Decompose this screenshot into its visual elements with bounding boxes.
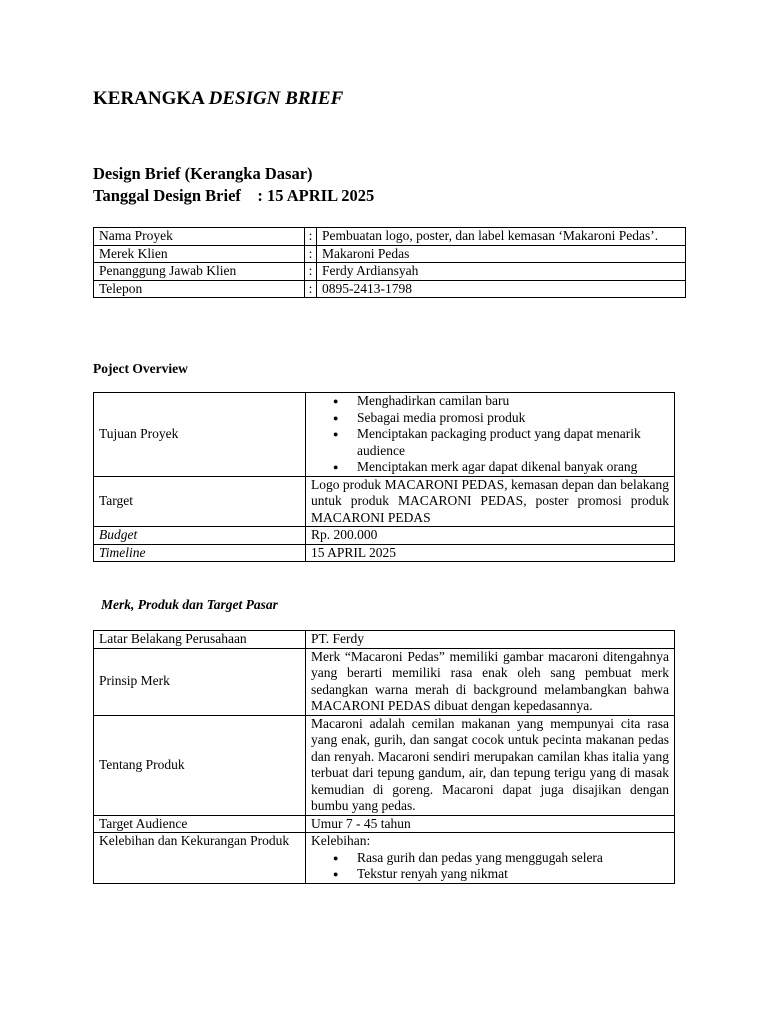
info-value: Makaroni Pedas: [317, 245, 686, 263]
kelebihan-cell: [306, 833, 675, 884]
info-value: Ferdy Ardiansyah: [317, 263, 686, 281]
table-row: [94, 393, 675, 477]
audience-label: Target Audience: [94, 815, 306, 833]
table-row: [94, 527, 675, 545]
table-row: [94, 263, 686, 281]
list-item: ● Menciptakan merk agar dapat dikenal banyak orang: [357, 459, 669, 476]
table-row: [94, 544, 675, 562]
latar-value: PT. Ferdy: [306, 631, 675, 649]
list-item: ● Menghadirkan camilan baru: [357, 393, 669, 410]
merk-heading: Merk, Produk dan Target Pasar: [101, 597, 278, 612]
audience-value: Umur 7 - 45 tahun: [306, 815, 675, 833]
prinsip-label: Prinsip Merk: [94, 648, 306, 715]
info-value: Pembuatan logo, poster, dan label kemasan ‘Makaroni Pedas’.: [317, 228, 686, 246]
document-title: [93, 88, 343, 110]
info-value: 0895-2413-1798: [317, 280, 686, 298]
info-label: Nama Proyek: [94, 228, 305, 246]
timeline-value: 15 APRIL 2025: [306, 544, 675, 562]
kelebihan-heading: Kelebihan:: [311, 833, 371, 848]
table-row: [94, 833, 675, 884]
target-value: Logo produk MACARONI PEDAS, kemasan depan dan belakang untuk produk MACARONI PEDAS, poster promosi produk MACARONI PEDAS: [306, 476, 675, 527]
subtitle-tanggal: Tanggal Design Brief : 15 APRIL 2025: [93, 186, 375, 205]
info-label: Telepon: [94, 280, 305, 298]
list-item: ● Sebagai media promosi produk: [357, 410, 669, 427]
info-label: Merek Klien: [94, 245, 305, 263]
tentang-value: Macaroni adalah cemilan makanan yang mempunyai cita rasa yang enak, gurih, dan sangat cocok untuk pecinta makanan pedas dan renyah. Macaroni sendiri merupakan camilan khas italia yang terbuat dari tepung gandum, air, dan tepung terigu yang di masak kemudian di goreng. Macaroni dapat juga disajikan dengan bumbu yang pedas.: [306, 715, 675, 815]
title-italic: DESIGN BRIEF: [208, 88, 344, 109]
overview-table: [93, 392, 675, 562]
list-item: ● Rasa gurih dan pedas yang menggugah selera: [357, 850, 669, 867]
table-row: [94, 280, 686, 298]
info-colon: :: [305, 245, 317, 263]
table-row: [94, 648, 675, 715]
table-row: [94, 476, 675, 527]
tentang-label: Tentang Produk: [94, 715, 306, 815]
overview-heading: Poject Overview: [93, 361, 188, 376]
tujuan-cell: [306, 393, 675, 477]
table-row: [94, 815, 675, 833]
info-table: [93, 227, 686, 298]
title-prefix: KERANGKA: [93, 88, 209, 109]
tujuan-list: [311, 393, 669, 476]
tujuan-label: Tujuan Proyek: [94, 393, 306, 477]
info-colon: :: [305, 228, 317, 246]
table-row: [94, 245, 686, 263]
table-row: [94, 715, 675, 815]
budget-value: Rp. 200.000: [306, 527, 675, 545]
budget-label: Budget: [94, 527, 306, 545]
table-row: [94, 631, 675, 649]
info-colon: :: [305, 263, 317, 281]
list-item: ● Tekstur renyah yang nikmat: [357, 866, 669, 883]
list-item: ● Menciptakan packaging product yang dapat menarik audience: [357, 426, 669, 459]
merk-table: [93, 630, 675, 884]
timeline-label: Timeline: [94, 544, 306, 562]
info-colon: :: [305, 280, 317, 298]
info-label: Penanggung Jawab Klien: [94, 263, 305, 281]
table-row: [94, 228, 686, 246]
latar-label: Latar Belakang Perusahaan: [94, 631, 306, 649]
subtitle-kerangka-dasar: Design Brief (Kerangka Dasar): [93, 164, 313, 183]
target-label: Target: [94, 476, 306, 527]
prinsip-value: Merk “Macaroni Pedas” memiliki gambar macaroni ditengahnya yang berarti memiliki rasa enak oleh sang pembuat merk sedangkan warna merah di background melambangkan bahwa MACARONI PEDAS dibuat dengan kepedasannya.: [306, 648, 675, 715]
kelebihan-list: [311, 850, 669, 883]
kelebihan-label: Kelebihan dan Kekurangan Produk: [94, 833, 306, 884]
